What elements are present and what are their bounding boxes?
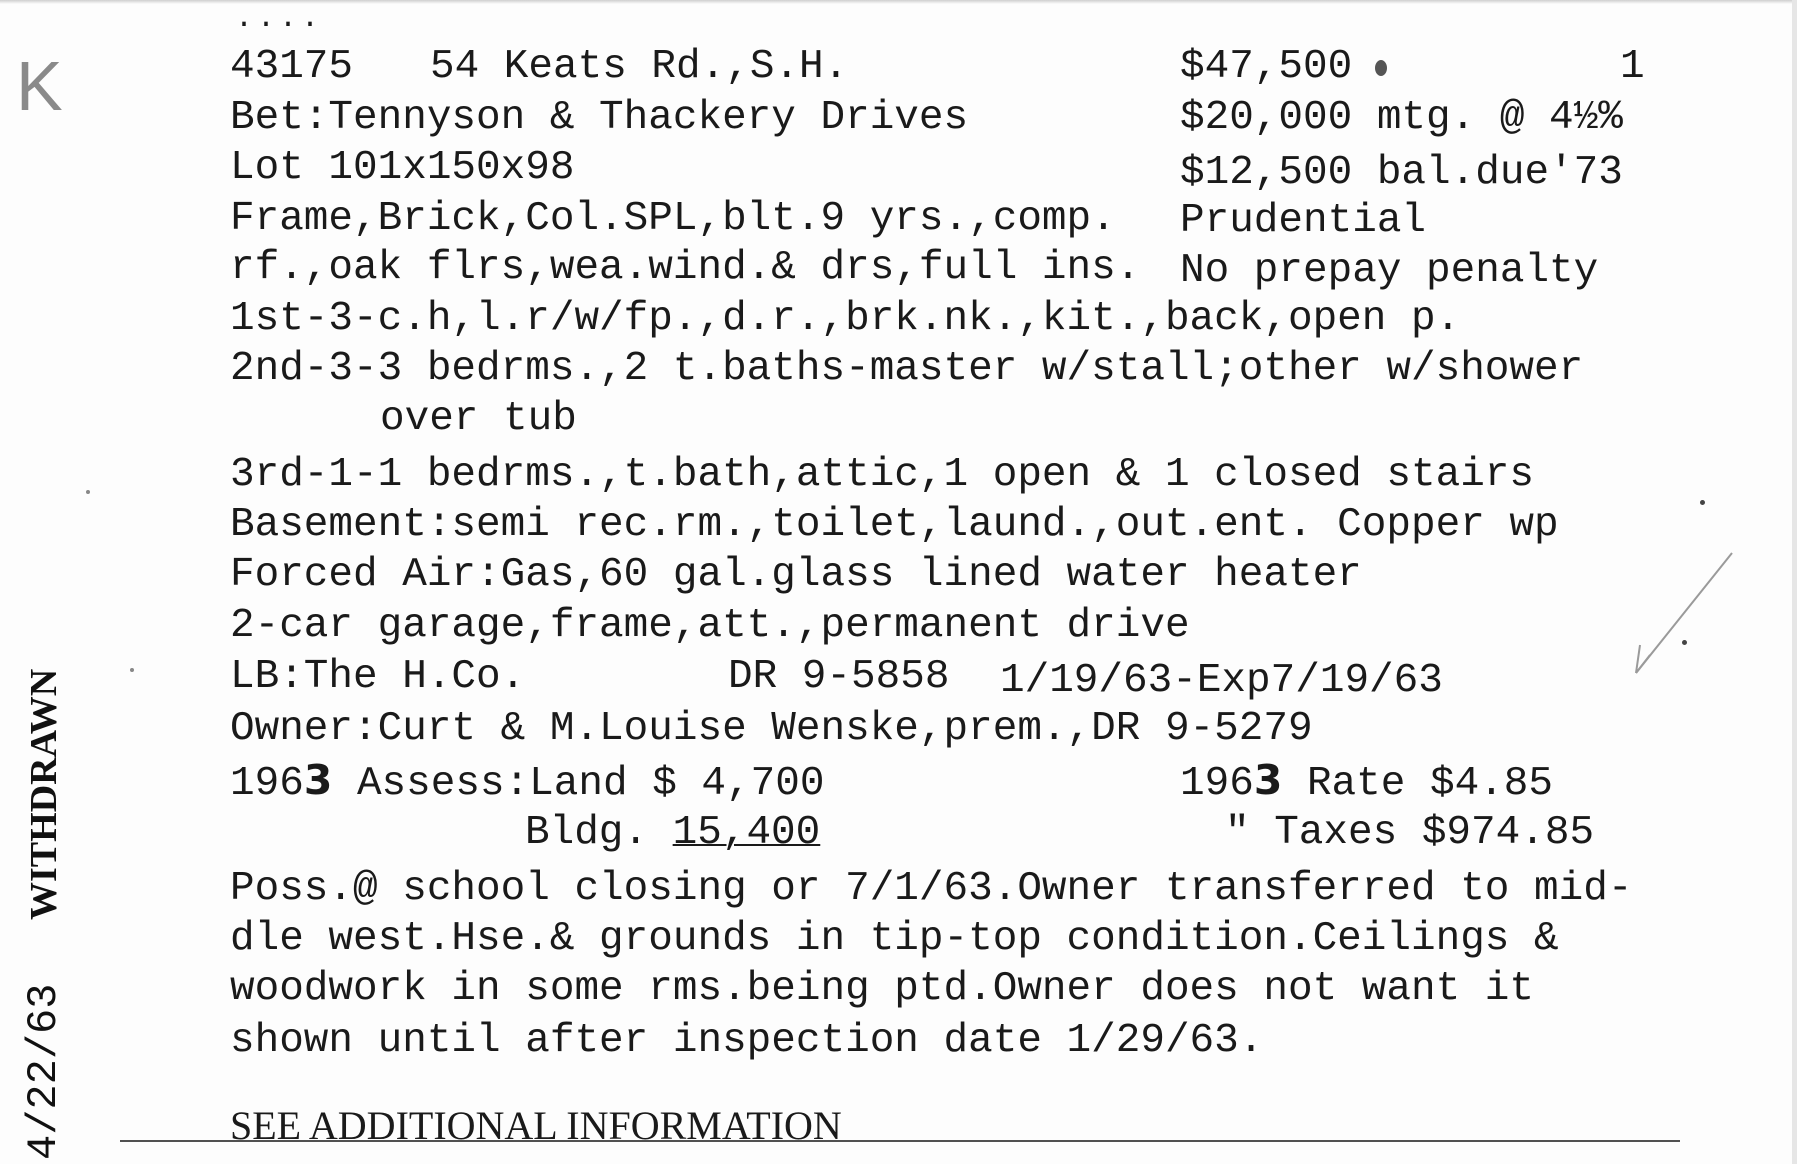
between-streets: Bet:Tennyson & Thackery Drives — [230, 95, 969, 141]
assess-year: 196 — [230, 761, 304, 807]
lender: Prudential — [1180, 198, 1427, 244]
assess-year-handwritten-digit: 3 — [303, 756, 333, 804]
card-right-edge — [1792, 0, 1797, 1164]
heating: Forced Air:Gas,60 gal.glass lined water heater — [230, 552, 1362, 598]
bldg-value: 15,400 — [672, 810, 821, 856]
roof-floors: rf.,oak flrs,wea.wind.& drs,full ins. — [230, 245, 1141, 291]
owner: Owner:Curt & M.Louise Wenske,prem.,DR 9-5279 — [230, 706, 1313, 752]
listing-number: 43175 — [230, 44, 354, 90]
address: 54 Keats Rd.,S.H. — [430, 44, 849, 90]
header-dots: .... — [235, 2, 324, 36]
tax-rate: Rate $4.85 — [1306, 761, 1553, 807]
withdrawn-stamp: WITHDRAWN — [23, 668, 65, 920]
listing-dates: 1/19/63-Exp7/19/63 — [1000, 658, 1443, 704]
stray-mark — [86, 490, 90, 494]
first-floor: 1st-3-c.h,l.r/w/fp.,d.r.,brk.nk.,kit.,back,open p. — [230, 296, 1461, 342]
bldg-label: Bldg. — [525, 810, 649, 856]
rate-year: 196 — [1180, 761, 1254, 807]
card-number: 1 — [1620, 44, 1645, 90]
prepay-penalty: No prepay penalty — [1180, 248, 1599, 294]
remarks-line-3: woodwork in some rms.being ptd.Owner does not want it — [230, 966, 1535, 1012]
pencil-check-mark-icon — [1620, 545, 1740, 685]
listing-broker: LB:The H.Co. — [230, 654, 526, 700]
ink-blot — [1375, 60, 1387, 76]
lot-size: Lot 101x150x98 — [230, 145, 575, 191]
mortgage: $20,000 mtg. @ 4½% — [1180, 95, 1623, 141]
rate-line — [1180, 757, 1553, 807]
stray-mark — [1682, 640, 1687, 645]
building-assessment — [525, 810, 820, 856]
remarks-line-2: dle west.Hse.& grounds in tip-top condition.Ceilings & — [230, 916, 1559, 962]
second-floor: 2nd-3-3 bedrms.,2 t.baths-master w/stall;other w/shower — [230, 346, 1584, 392]
see-additional-info: SEE ADDITIONAL INFORMATION — [230, 1103, 842, 1148]
stray-mark — [1700, 500, 1705, 505]
stray-mark — [130, 668, 134, 672]
rate-year-handwritten-digit: 3 — [1253, 756, 1283, 804]
withdrawn-date: 4/22/63 — [20, 983, 68, 1160]
remarks-line-1: Poss.@ school closing or 7/1/63.Owner transferred to mid- — [230, 866, 1633, 912]
taxes: " Taxes $974.85 — [1225, 810, 1595, 856]
balance-due: $12,500 bal.due'73 — [1180, 150, 1623, 196]
corner-mark: K — [16, 47, 63, 125]
assess-land: Assess:Land $ 4,700 — [356, 761, 825, 807]
construction: Frame,Brick,Col.SPL,blt.9 yrs.,comp. — [230, 196, 1116, 242]
second-floor-continued: over tub — [380, 396, 577, 442]
remarks-line-4: shown until after inspection date 1/29/63. — [230, 1018, 1264, 1064]
garage: 2-car garage,frame,att.,permanent drive — [230, 603, 1190, 649]
basement: Basement:semi rec.rm.,toilet,laund.,out.ent. Copper wp — [230, 502, 1559, 548]
assessment-line — [230, 757, 824, 807]
price: $47,500 — [1180, 44, 1353, 90]
broker-phone: DR 9-5858 — [728, 654, 950, 700]
third-floor: 3rd-1-1 bedrms.,t.bath,attic,1 open & 1 closed stairs — [230, 452, 1535, 498]
